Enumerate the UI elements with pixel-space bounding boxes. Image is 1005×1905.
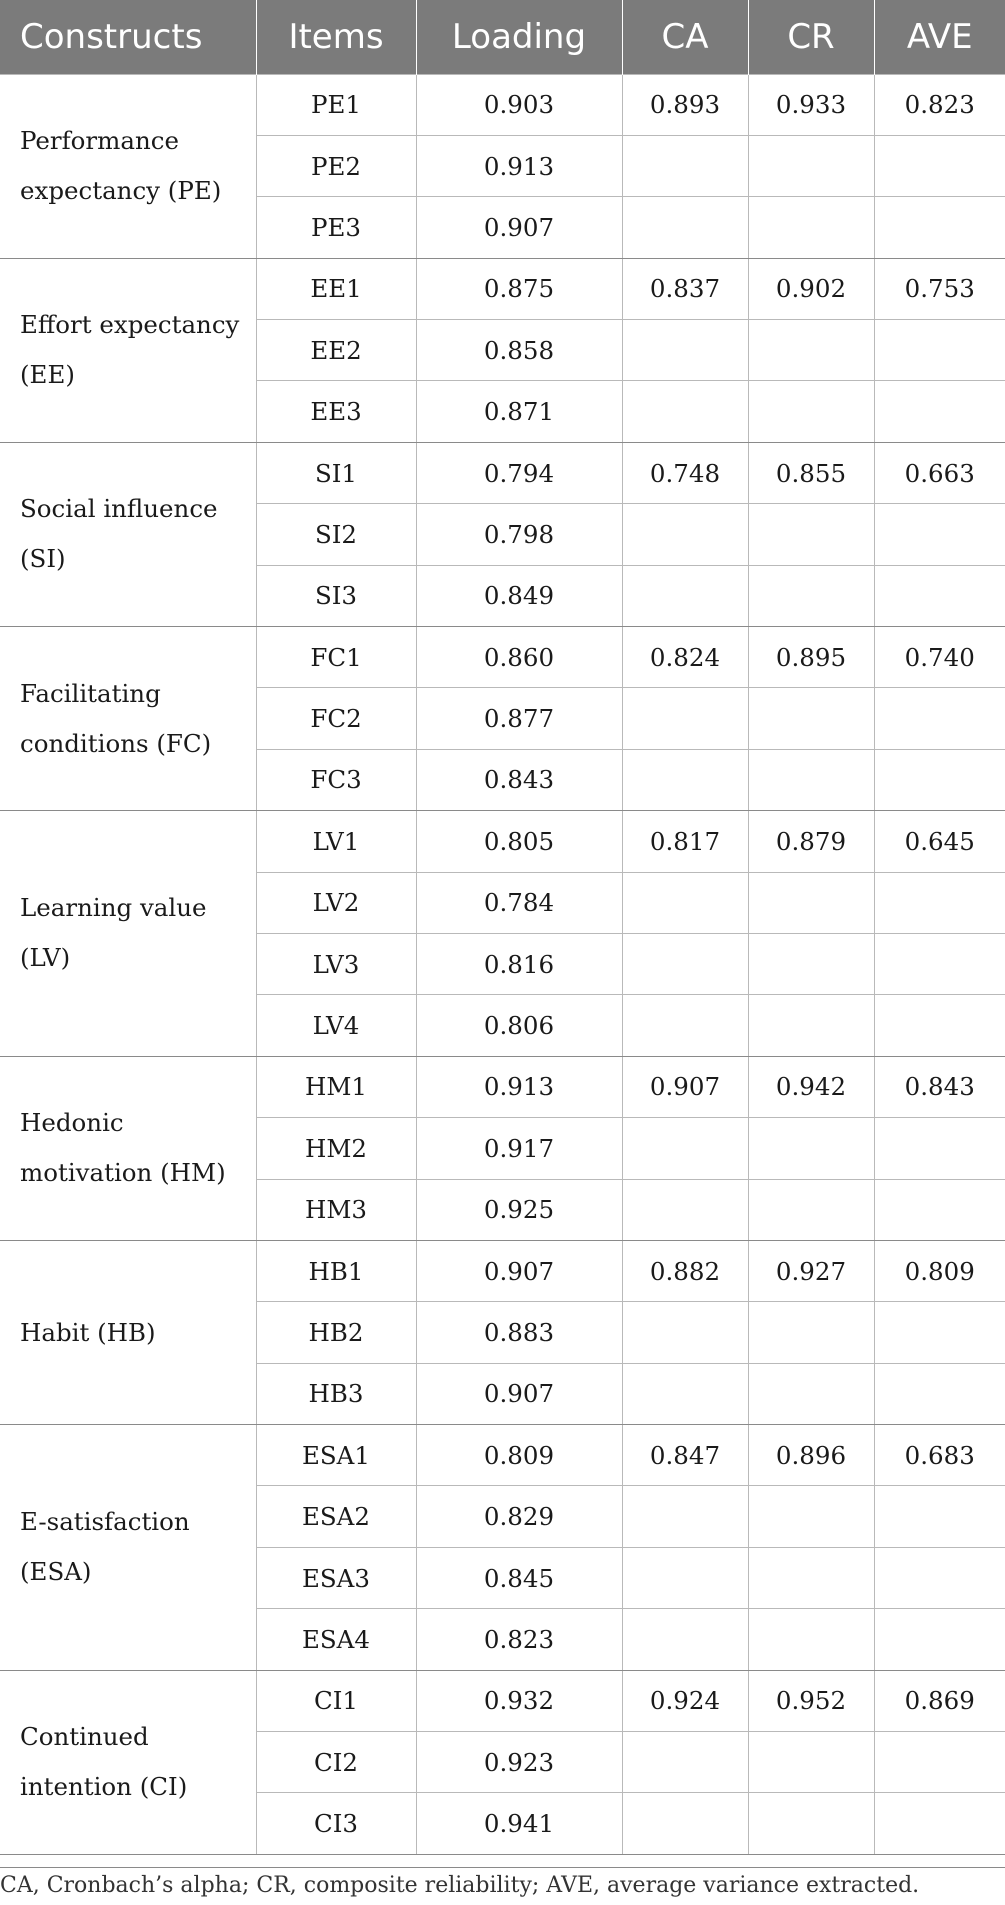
- loading-cell: 0.903: [416, 74, 622, 135]
- ca-cell: [622, 1547, 748, 1608]
- table-row: [0, 74, 1005, 135]
- ave-cell: 0.663: [874, 442, 1005, 503]
- item-cell: LV4: [256, 995, 416, 1056]
- ave-cell: [874, 1118, 1005, 1179]
- loading-cell: 0.806: [416, 995, 622, 1056]
- item-cell: HB1: [256, 1240, 416, 1301]
- item-cell: HB3: [256, 1363, 416, 1424]
- ca-cell: 0.924: [622, 1670, 748, 1731]
- item-cell: CI2: [256, 1732, 416, 1793]
- ca-cell: 0.882: [622, 1240, 748, 1301]
- loading-cell: 0.913: [416, 1056, 622, 1117]
- cr-cell: 0.927: [748, 1240, 874, 1301]
- ca-cell: [622, 381, 748, 442]
- ave-cell: [874, 504, 1005, 565]
- ave-cell: [874, 1609, 1005, 1670]
- ave-cell: 0.753: [874, 258, 1005, 319]
- item-cell: HM1: [256, 1056, 416, 1117]
- ave-cell: 0.645: [874, 811, 1005, 872]
- loading-cell: 0.907: [416, 1363, 622, 1424]
- ave-cell: 0.683: [874, 1425, 1005, 1486]
- item-cell: SI2: [256, 504, 416, 565]
- loading-cell: 0.871: [416, 381, 622, 442]
- item-cell: LV2: [256, 872, 416, 933]
- loading-cell: 0.784: [416, 872, 622, 933]
- ave-cell: [874, 1793, 1005, 1854]
- cr-cell: [748, 135, 874, 196]
- cr-cell: [748, 1793, 874, 1854]
- ave-cell: [874, 688, 1005, 749]
- ca-cell: [622, 1179, 748, 1240]
- ca-cell: [622, 197, 748, 258]
- loading-cell: 0.932: [416, 1670, 622, 1731]
- loading-cell: 0.925: [416, 1179, 622, 1240]
- construct-cell: Learning value (LV): [0, 811, 256, 1057]
- ca-cell: [622, 933, 748, 994]
- ca-cell: [622, 565, 748, 626]
- ave-cell: [874, 197, 1005, 258]
- header-constructs: Constructs: [20, 16, 203, 57]
- ca-cell: [622, 1732, 748, 1793]
- ca-cell: [622, 1793, 748, 1854]
- cr-cell: 0.895: [748, 627, 874, 688]
- item-cell: LV1: [256, 811, 416, 872]
- cr-cell: [748, 381, 874, 442]
- ave-cell: 0.740: [874, 627, 1005, 688]
- table-footnote: CA, Cronbach’s alpha; CR, composite reliability; AVE, average variance extracted.: [0, 1867, 1005, 1904]
- ca-cell: 0.824: [622, 627, 748, 688]
- table-row: [0, 811, 1005, 872]
- ave-cell: [874, 320, 1005, 381]
- ave-cell: [874, 1732, 1005, 1793]
- ave-cell: [874, 381, 1005, 442]
- construct-cell: Hedonic motivation (HM): [0, 1056, 256, 1240]
- ave-cell: [874, 1363, 1005, 1424]
- item-cell: ESA1: [256, 1425, 416, 1486]
- cr-cell: [748, 320, 874, 381]
- item-cell: PE2: [256, 135, 416, 196]
- loading-cell: 0.809: [416, 1425, 622, 1486]
- ca-cell: [622, 1302, 748, 1363]
- table-row: [0, 1056, 1005, 1117]
- cr-cell: [748, 1302, 874, 1363]
- header-cr: CR: [748, 0, 874, 74]
- loading-cell: 0.829: [416, 1486, 622, 1547]
- table-row: [0, 1240, 1005, 1301]
- cr-cell: [748, 1486, 874, 1547]
- loading-cell: 0.907: [416, 197, 622, 258]
- table-row: [0, 258, 1005, 319]
- cr-cell: [748, 565, 874, 626]
- cr-cell: [748, 197, 874, 258]
- item-cell: SI1: [256, 442, 416, 503]
- loading-cell: 0.849: [416, 565, 622, 626]
- construct-cell: Continued intention (CI): [0, 1670, 256, 1854]
- item-cell: HM3: [256, 1179, 416, 1240]
- table-body: [0, 74, 1005, 1854]
- loading-cell: 0.917: [416, 1118, 622, 1179]
- loading-cell: 0.805: [416, 811, 622, 872]
- ave-cell: [874, 1302, 1005, 1363]
- loading-cell: 0.845: [416, 1547, 622, 1608]
- cr-cell: [748, 749, 874, 810]
- cr-cell: [748, 504, 874, 565]
- item-cell: CI1: [256, 1670, 416, 1731]
- construct-cell: Effort expectancy (EE): [0, 258, 256, 442]
- ave-cell: 0.823: [874, 74, 1005, 135]
- loading-cell: 0.798: [416, 504, 622, 565]
- ave-cell: [874, 995, 1005, 1056]
- ca-cell: [622, 504, 748, 565]
- table-row: [0, 1670, 1005, 1731]
- cr-cell: 0.952: [748, 1670, 874, 1731]
- ave-cell: [874, 565, 1005, 626]
- item-cell: ESA2: [256, 1486, 416, 1547]
- cr-cell: [748, 1609, 874, 1670]
- item-cell: ESA4: [256, 1609, 416, 1670]
- cr-cell: 0.879: [748, 811, 874, 872]
- cr-cell: 0.933: [748, 74, 874, 135]
- loading-cell: 0.823: [416, 1609, 622, 1670]
- item-cell: EE1: [256, 258, 416, 319]
- cr-cell: [748, 995, 874, 1056]
- item-cell: PE1: [256, 74, 416, 135]
- ave-cell: [874, 1547, 1005, 1608]
- ca-cell: 0.817: [622, 811, 748, 872]
- ca-cell: [622, 688, 748, 749]
- ave-cell: 0.869: [874, 1670, 1005, 1731]
- construct-cell: Social influence (SI): [0, 442, 256, 626]
- cr-cell: 0.942: [748, 1056, 874, 1117]
- table-row: [0, 627, 1005, 688]
- cr-cell: 0.896: [748, 1425, 874, 1486]
- ca-cell: [622, 1118, 748, 1179]
- item-cell: LV3: [256, 933, 416, 994]
- loading-cell: 0.913: [416, 135, 622, 196]
- loading-cell: 0.843: [416, 749, 622, 810]
- ca-cell: 0.748: [622, 442, 748, 503]
- table-row: [0, 442, 1005, 503]
- item-cell: FC2: [256, 688, 416, 749]
- cr-cell: 0.855: [748, 442, 874, 503]
- ave-cell: 0.843: [874, 1056, 1005, 1117]
- cr-cell: [748, 688, 874, 749]
- cr-cell: 0.902: [748, 258, 874, 319]
- construct-cell: E-satisfaction (ESA): [0, 1425, 256, 1671]
- ca-cell: 0.837: [622, 258, 748, 319]
- cr-cell: [748, 1732, 874, 1793]
- ca-cell: 0.893: [622, 74, 748, 135]
- cr-cell: [748, 1547, 874, 1608]
- ca-cell: [622, 872, 748, 933]
- loading-cell: 0.941: [416, 1793, 622, 1854]
- header-ave: AVE: [874, 0, 1005, 74]
- ca-cell: [622, 320, 748, 381]
- ca-cell: [622, 995, 748, 1056]
- ca-cell: [622, 1486, 748, 1547]
- ave-cell: [874, 135, 1005, 196]
- cr-cell: [748, 872, 874, 933]
- item-cell: EE3: [256, 381, 416, 442]
- loading-cell: 0.883: [416, 1302, 622, 1363]
- ave-cell: [874, 872, 1005, 933]
- ave-cell: [874, 933, 1005, 994]
- header-ca: CA: [622, 0, 748, 74]
- header-items: Items: [256, 0, 416, 74]
- ave-cell: [874, 749, 1005, 810]
- ca-cell: 0.907: [622, 1056, 748, 1117]
- item-cell: HB2: [256, 1302, 416, 1363]
- ca-cell: [622, 749, 748, 810]
- cr-cell: [748, 1179, 874, 1240]
- item-cell: SI3: [256, 565, 416, 626]
- loading-cell: 0.877: [416, 688, 622, 749]
- item-cell: PE3: [256, 197, 416, 258]
- loading-cell: 0.858: [416, 320, 622, 381]
- ca-cell: [622, 1609, 748, 1670]
- ca-cell: [622, 1363, 748, 1424]
- header-row: [0, 0, 1005, 74]
- ave-cell: 0.809: [874, 1240, 1005, 1301]
- ave-cell: [874, 1486, 1005, 1547]
- cr-cell: [748, 1118, 874, 1179]
- loading-cell: 0.816: [416, 933, 622, 994]
- loading-cell: 0.794: [416, 442, 622, 503]
- item-cell: HM2: [256, 1118, 416, 1179]
- construct-cell: Facilitating conditions (FC): [0, 627, 256, 811]
- item-cell: EE2: [256, 320, 416, 381]
- item-cell: FC1: [256, 627, 416, 688]
- loading-cell: 0.907: [416, 1240, 622, 1301]
- ave-cell: [874, 1179, 1005, 1240]
- loading-cell: 0.875: [416, 258, 622, 319]
- ca-cell: 0.847: [622, 1425, 748, 1486]
- loading-cell: 0.923: [416, 1732, 622, 1793]
- cr-cell: [748, 933, 874, 994]
- construct-cell: Habit (HB): [0, 1240, 256, 1424]
- construct-cell: Performance expectancy (PE): [0, 74, 256, 258]
- cr-cell: [748, 1363, 874, 1424]
- item-cell: ESA3: [256, 1547, 416, 1608]
- item-cell: FC3: [256, 749, 416, 810]
- item-cell: CI3: [256, 1793, 416, 1854]
- ca-cell: [622, 135, 748, 196]
- table-row: [0, 1425, 1005, 1486]
- header-loading: Loading: [416, 0, 622, 74]
- loading-cell: 0.860: [416, 627, 622, 688]
